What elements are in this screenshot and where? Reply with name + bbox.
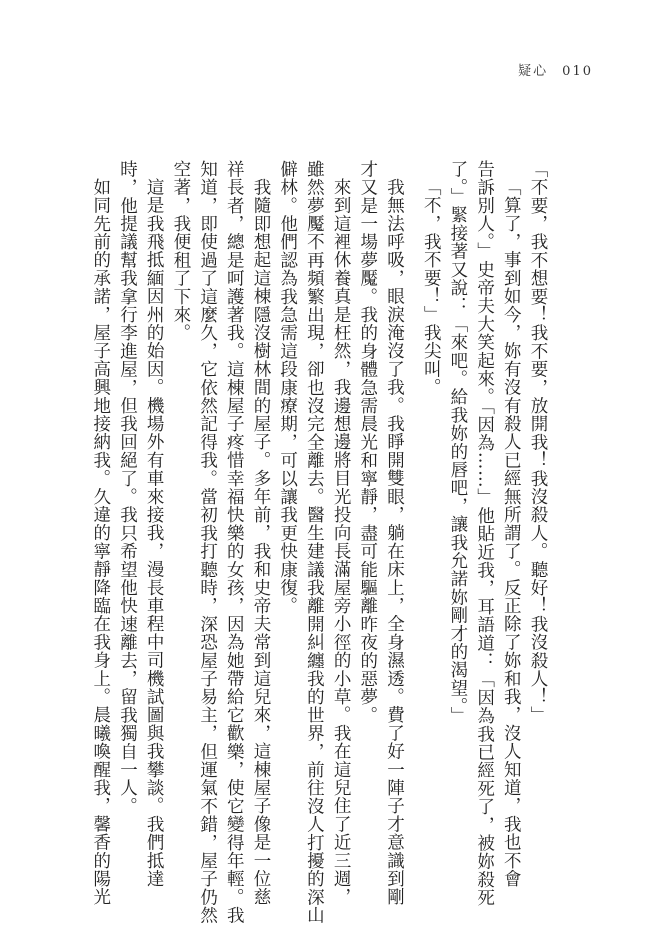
text-column: 了。」緊接著又說：「來吧。給我妳的唇吧，讓我允諾妳剛才的渴望。」: [447, 160, 468, 725]
text-column: 才又是一場夢魘。我的身體急需晨光和寧靜，盡可能驅離昨夜的惡夢。: [357, 160, 378, 725]
page-header: [518, 60, 593, 79]
text-column: 時，他提議幫我拿行李進屋，但我回絕了。我只希望他快速離去，留我獨自一人。: [117, 160, 138, 816]
body-text: [87, 160, 551, 925]
text-column: 祥長者，總是呵護著我。這棟屋子疼惜幸福快樂的女孩，因為她帶給它歡樂，使它變得年輕。我: [224, 160, 245, 925]
text-column: 告訴別人。」史帝夫大笑起來。「因為……」他貼近我，耳語道：「因為我已經死了，被妳殺死: [474, 160, 495, 907]
text-column: 「不，我不要！」我尖叫。: [421, 178, 442, 397]
page-number: 010: [562, 64, 593, 79]
text-column: 我無法呼吸，眼淚淹沒了我。我睜開雙眼，躺在床上，全身濕透。費了好一陣子才意識到剛: [384, 178, 405, 907]
text-column: 僻林。他們認為我急需這段康療期，可以讓我更快康復。: [277, 160, 298, 615]
text-column: 空著，我便租了下來。: [170, 160, 191, 342]
text-column: 「算了，事到如今，妳有沒有殺人已經無所謂了。反正除了妳和我，沒人知道，我也不會: [501, 178, 522, 889]
text-column: 雖然夢魘不再頻繁出現，卻也沒完全離去。醫生建議我離開糾纏我的世界，前往沒人打擾的深山: [304, 160, 325, 925]
text-column: 來到這裡休養真是枉然，我邊想邊將目光投向長滿屋旁小徑的小草。我在這兒住了近三週，: [331, 178, 352, 907]
text-column: 如同先前的承諾，屋子高興地接納我。久違的寧靜降臨在我身上。晨曦喚醒我，馨香的陽光: [90, 178, 111, 907]
text-column: 我隨即想起這棟隱沒樹林間的屋子。多年前，我和史帝夫常到這兒來，這棟屋子像是一位慈: [250, 178, 271, 907]
chapter-title: 疑心: [518, 64, 549, 79]
text-column: 知道，即使過了這麼久，它依然記得我。當初我打聽時，深恐屋子易主，但運氣不錯，屋子仍然: [197, 160, 218, 925]
text-column: 這是我飛抵緬因州的始因。機場外有車來接我，漫長車程中司機試圖與我攀談。我們抵達: [144, 178, 165, 889]
text-column: 「不要，我不想要！我不要，放開我！我沒殺人。聽好！我沒殺人！」: [528, 160, 548, 725]
